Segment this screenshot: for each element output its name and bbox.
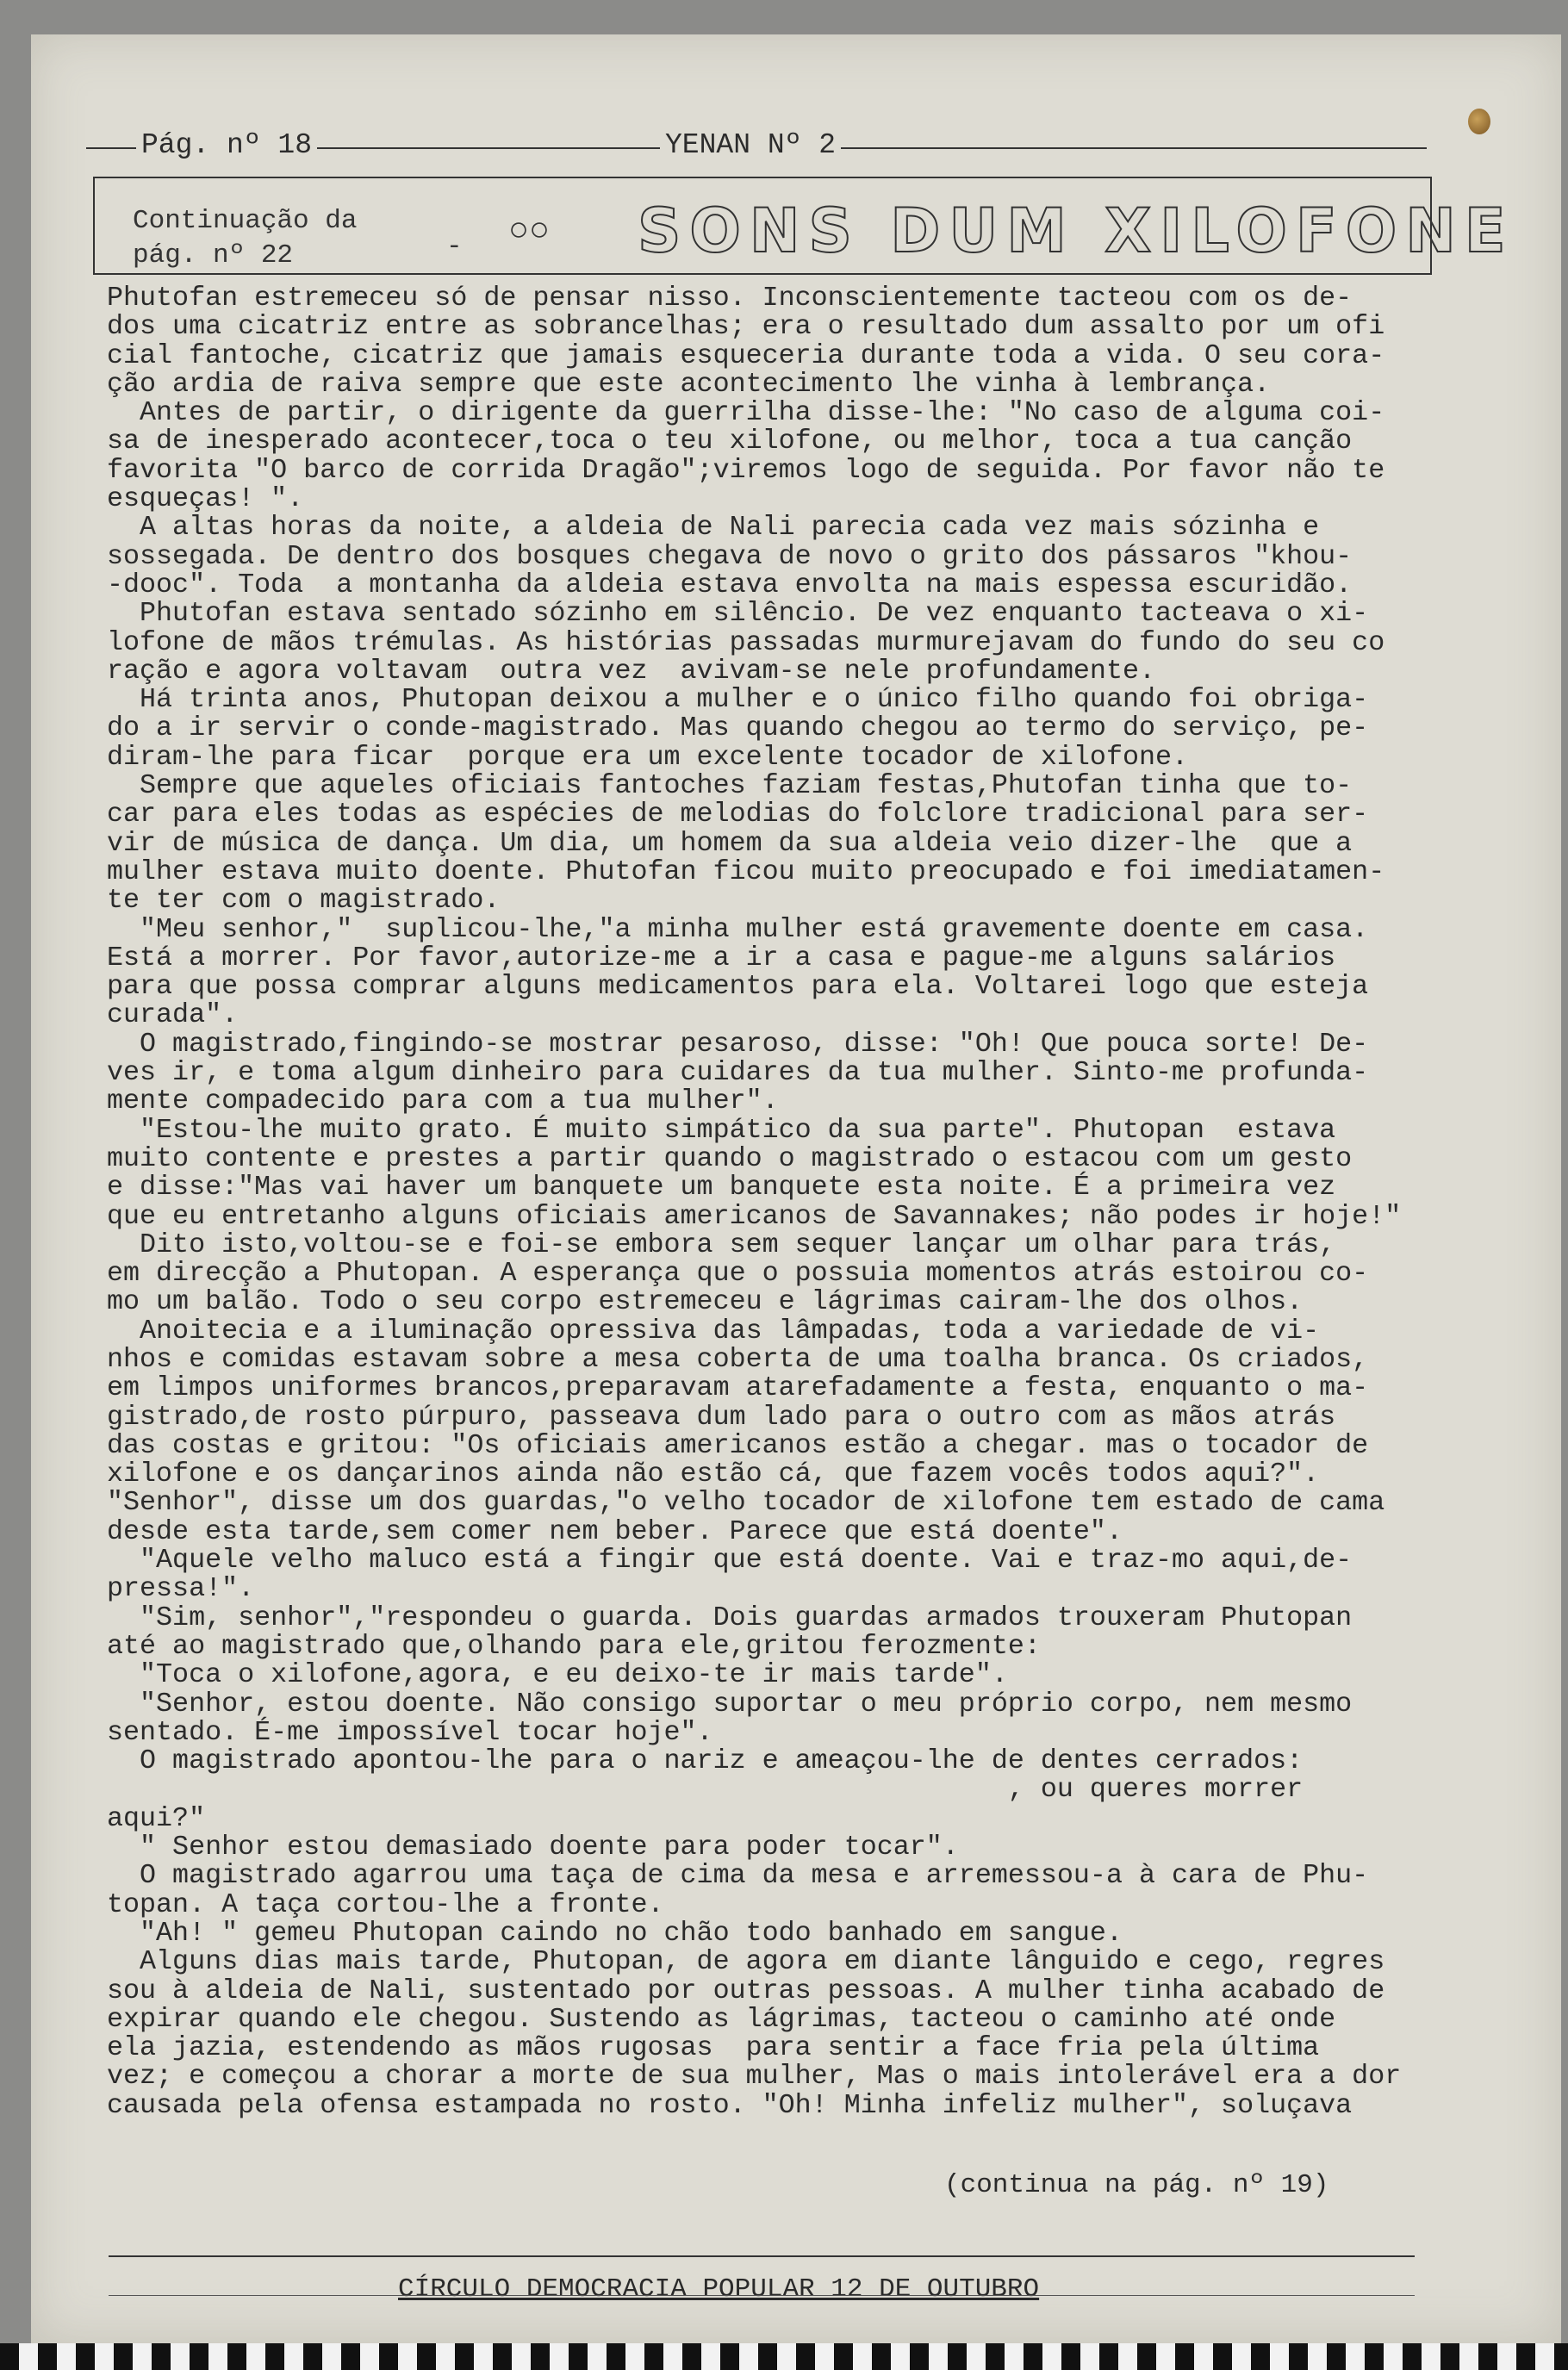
body-line: do a ir servir o conde-magistrado. Mas quando chegou ao termo do serviço, pe-: [107, 712, 1369, 744]
body-line: esqueças! ".: [107, 483, 304, 515]
body-line: topan. A taça cortou-lhe a fronte.: [107, 1888, 664, 1920]
body-line: "Estou-lhe muito grato. É muito simpático da sua parte". Phutopan estava: [107, 1114, 1336, 1146]
page-header: [86, 129, 1427, 165]
body-line: cial fantoche, cicatriz que jamais esqueceria durante toda a vida. O seu cora-: [107, 339, 1385, 371]
body-line: "Meu senhor," suplicou-lhe,"a minha mulher está gravemente doente em casa.: [107, 913, 1369, 945]
footer-rule: [109, 2255, 1415, 2257]
body-line: nhos e comidas estavam sobre a mesa coberta de uma toalha branca. Os criados,: [107, 1343, 1369, 1375]
body-line: em direcção a Phutopan. A esperança que o possuia momentos atrás estoirou co-: [107, 1258, 1369, 1290]
body-line: expirar quando ele chegou. Sustendo as lágrimas, tacteou o caminho até onde: [107, 2003, 1336, 2035]
body-line: A altas horas da noite, a aldeia de Nali parecia cada vez mais sózinha e: [107, 512, 1320, 544]
body-line: favorita "O barco de corrida Dragão";viremos logo de seguida. Por favor não te: [107, 454, 1385, 486]
body-line: O magistrado apontou-lhe para o nariz e ameaçou-lhe de dentes cerrados:: [107, 1745, 1304, 1777]
circle-ornament: ○○: [508, 213, 551, 252]
body-line: sou à aldeia de Nali, sustentado por outras pessoas. A mulher tinha acabado de: [107, 1975, 1385, 2006]
scale-ruler: [0, 2343, 1568, 2370]
body-line: "Aquele velho maluco está a fingir que está doente. Vai e traz-mo aqui,de-: [107, 1545, 1353, 1577]
body-line: mente compadecido para com a tua mulher".: [107, 1085, 779, 1117]
body-line: O magistrado agarrou uma taça de cima da mesa e arremessou-a à cara de Phu-: [107, 1860, 1369, 1892]
body-line: ção ardia de raiva sempre que este acontecimento lhe vinha à lembrança.: [107, 368, 1271, 400]
continuation-label: Continuação da pág. nº 22: [133, 206, 358, 271]
title-box: [93, 177, 1515, 275]
body-line: Antes de partir, o dirigente da guerrilha disse-lhe: "No caso de alguma coi-: [107, 397, 1385, 429]
body-line: , ou queres morrer: [107, 1774, 1304, 1806]
body-line: " Senhor estou demasiado doente para poder tocar".: [107, 1832, 959, 1863]
title-dash: -: [446, 232, 463, 262]
body-line: e disse:"Mas vai haver um banquete um banquete esta noite. É a primeira vez: [107, 1172, 1336, 1204]
body-line: causada pela ofensa estampada no rosto. "Oh! Minha infeliz mulher", soluçava: [107, 2089, 1353, 2121]
body-line: aqui?": [107, 1802, 206, 1834]
body-line: sentado. É-me impossível tocar hoje".: [107, 1716, 713, 1748]
article-title: SONS DUM XILOFONE: [638, 196, 1515, 266]
body-line: ração e agora voltavam outra vez avivam-se nele profundamente.: [107, 655, 1155, 687]
body-line: ela jazia, estendendo as mãos rugosas para sentir a face fria pela última: [107, 2032, 1320, 2064]
body-line: em limpos uniformes brancos,preparavam atarefadamente a festa, enquanto o ma-: [107, 1372, 1369, 1404]
body-line: mo um balão. Todo o seu corpo estremeceu e lágrimas cairam-lhe dos olhos.: [107, 1286, 1304, 1318]
body-line: desde esta tarde,sem comer nem beber. Parece que está doente".: [107, 1515, 1123, 1547]
body-line: que eu entretanho alguns oficiais americanos de Savannakes; não podes ir hoje!": [107, 1200, 1402, 1232]
body-line: "Senhor", disse um dos guardas,"o velho tocador de xilofone tem estado de cama: [107, 1487, 1385, 1519]
article-body: [107, 284, 1451, 2120]
body-line: -dooc". Toda a montanha da aldeia estava envolta na mais espessa escuridão.: [107, 569, 1353, 600]
body-line: diram-lhe para ficar porque era um excelente tocador de xilofone.: [107, 741, 1189, 773]
body-line: te ter com o magistrado.: [107, 885, 501, 917]
body-line: xilofone e os dançarinos ainda não estão cá, que fazem vocês todos aqui?".: [107, 1459, 1320, 1490]
publication-name: YENAN Nº 2: [660, 129, 841, 161]
body-line: mulher estava muito doente. Phutofan ficou muito preocupado e foi imediatamen-: [107, 855, 1385, 887]
continuation-note: (continua na pág. nº 19): [944, 2170, 1329, 2200]
page-number: Pág. nº 18: [136, 129, 317, 161]
body-line: Sempre que aqueles oficiais fantoches faziam festas,Phutofan tinha que to-: [107, 770, 1353, 802]
body-line: vir de música de dança. Um dia, um homem da sua aldeia veio dizer-lhe que a: [107, 827, 1353, 859]
body-line: Está a morrer. Por favor,autorize-me a ir a casa e pague-me alguns salários: [107, 942, 1336, 974]
body-line: "Senhor, estou doente. Não consigo suportar o meu próprio corpo, nem mesmo: [107, 1688, 1353, 1720]
body-line: Phutofan estremeceu só de pensar nisso. Inconscientemente tacteou com os de-: [107, 283, 1353, 314]
body-line: Alguns dias mais tarde, Phutopan, de agora em diante lânguido e cego, regres: [107, 1946, 1385, 1978]
orange-spot: [1468, 109, 1490, 134]
body-line: pressa!".: [107, 1573, 255, 1605]
body-line: Phutofan estava sentado sózinho em silêncio. De vez enquanto tacteava o xi-: [107, 598, 1369, 630]
body-line: ves ir, e toma algum dinheiro para cuidares da tua mulher. Sinto-me profunda-: [107, 1057, 1369, 1089]
body-line: vez; e começou a chorar a morte de sua mulher, Mas o mais intolerável era a dor: [107, 2061, 1402, 2093]
body-line: O magistrado,fingindo-se mostrar pesaroso, disse: "Oh! Que pouca sorte! De-: [107, 1028, 1369, 1060]
body-line: sa de inesperado acontecer,toca o teu xilofone, ou melhor, toca a tua canção: [107, 426, 1353, 457]
body-line: Anoitecia e a iluminação opressiva das lâmpadas, toda a variedade de vi-: [107, 1315, 1320, 1347]
body-line: Há trinta anos, Phutopan deixou a mulher e o único filho quando foi obriga-: [107, 684, 1369, 716]
body-line: muito contente e prestes a partir quando o magistrado o estacou com um gesto: [107, 1142, 1353, 1174]
body-line: curada".: [107, 999, 239, 1031]
body-line: dos uma cicatriz entre as sobrancelhas; era o resultado dum assalto por um ofi: [107, 311, 1385, 343]
body-line: das costas e gritou: "Os oficiais americanos estão a chegar. mas o tocador de: [107, 1429, 1369, 1461]
body-line: até ao magistrado que,olhando para ele,gritou ferozmente:: [107, 1630, 1041, 1662]
body-line: car para eles todas as espécies de melodias do folclore tradicional para ser-: [107, 799, 1369, 830]
body-line: Dito isto,voltou-se e foi-se embora sem sequer lançar um olhar para trás,: [107, 1229, 1336, 1260]
body-line: para que possa comprar alguns medicamentos para ela. Voltarei logo que esteja: [107, 971, 1369, 1003]
body-line: "Toca o xilofone,agora, e eu deixo-te ir mais tarde".: [107, 1659, 1008, 1691]
footer-rule-lower: [109, 2295, 1415, 2296]
body-line: lofone de mãos trémulas. As histórias passadas murmurejavam do fundo do seu co: [107, 626, 1385, 658]
footer-text: CÍRCULO DEMOCRACIA POPULAR 12 DE OUTUBRO: [398, 2274, 1040, 2305]
body-line: "Ah! " gemeu Phutopan caindo no chão todo banhado em sangue.: [107, 1917, 1123, 1949]
body-line: gistrado,de rosto púrpuro, passeava dum lado para o outro com as mãos atrás: [107, 1401, 1336, 1433]
body-line: sossegada. De dentro dos bosques chegava de novo o grito dos pássaros "khou-: [107, 540, 1353, 572]
body-line: "Sim, senhor","respondeu o guarda. Dois guardas armados trouxeram Phutopan: [107, 1602, 1353, 1633]
